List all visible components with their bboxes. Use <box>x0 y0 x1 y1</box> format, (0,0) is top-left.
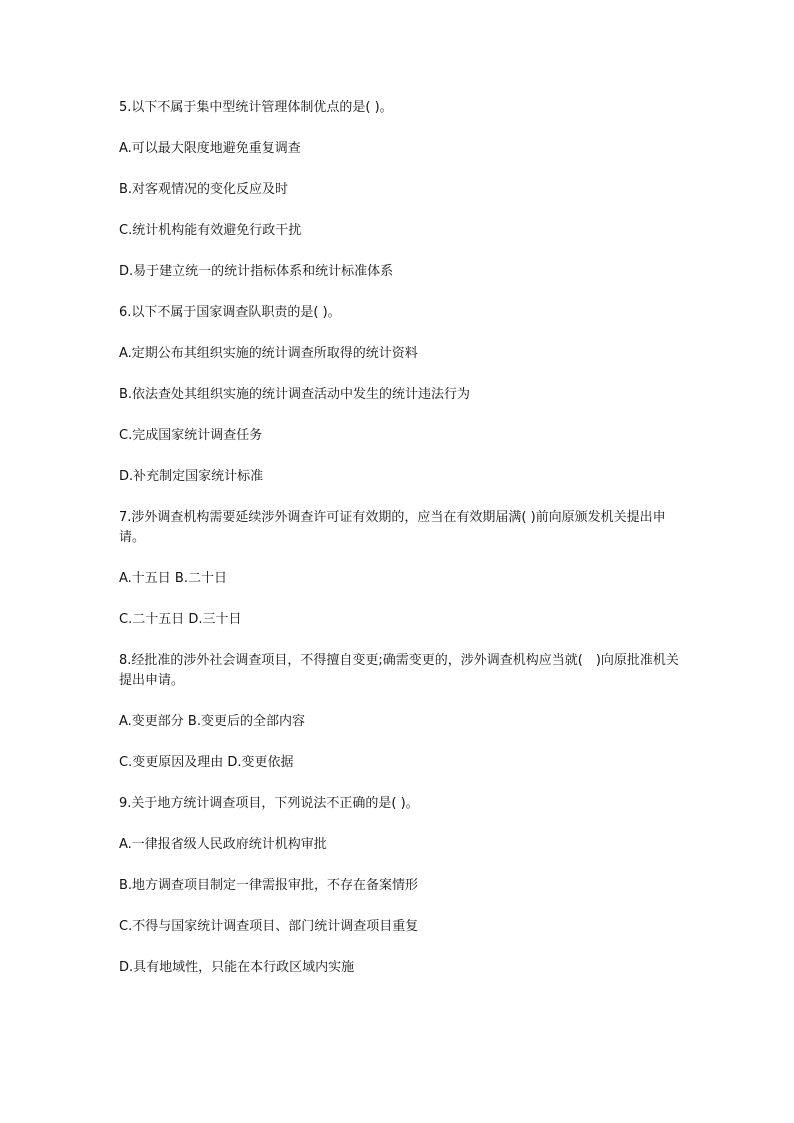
question-6-option-c: C.完成国家统计调查任务 <box>119 428 263 443</box>
question-5-option-d: D.易于建立统一的统计指标体系和统计标准体系 <box>119 264 394 279</box>
question-list <box>119 98 679 999</box>
question-5-option-b: B.对客观情况的变化反应及时 <box>119 182 289 197</box>
question-6-option-b: B.依法查处其组织实施的统计调查活动中发生的统计违法行为 <box>119 387 471 402</box>
question-9-stem: 9.关于地方统计调查项目，下列说法不正确的是( )。 <box>119 796 419 811</box>
question-9-option-d: D.具有地域性，只能在本行政区域内实施 <box>119 960 355 975</box>
question-9-option-c: C.不得与国家统计调查项目、部门统计调查项目重复 <box>119 919 419 934</box>
question-5-stem: 5.以下不属于集中型统计管理体制优点的是( )。 <box>119 100 393 115</box>
question-7-options-ab: A.十五日 B.二十日 <box>119 571 227 586</box>
question-5-option-c: C.统计机构能有效避免行政干扰 <box>119 223 302 238</box>
question-7-stem: 7.涉外调查机构需要延续涉外调查许可证有效期的，应当在有效期届满( )前向原颁发机关提出申请。 <box>119 510 666 545</box>
question-8-options-ab: A.变更部分 B.变更后的全部内容 <box>119 714 305 729</box>
question-6-stem: 6.以下不属于国家调查队职责的是( )。 <box>119 305 341 320</box>
question-6-option-a: A.定期公布其组织实施的统计调查所取得的统计资料 <box>119 346 418 361</box>
question-7-options-cd: C.二十五日 D.三十日 <box>119 612 242 627</box>
question-8-options-cd: C.变更原因及理由 D.变更依据 <box>119 755 294 770</box>
question-5-option-a: A.可以最大限度地避免重复调查 <box>119 141 301 156</box>
question-6-option-d: D.补充制定国家统计标准 <box>119 469 264 484</box>
question-9-option-b: B.地方调查项目制定一律需报审批，不存在备案情形 <box>119 878 419 893</box>
question-9-option-a: A.一律报省级人民政府统计机构审批 <box>119 837 327 852</box>
question-8-stem: 8.经批准的涉外社会调查项目，不得擅自变更;确需变更的，涉外调查机构应当就( )向原批准机关提出申请。 <box>119 653 679 688</box>
